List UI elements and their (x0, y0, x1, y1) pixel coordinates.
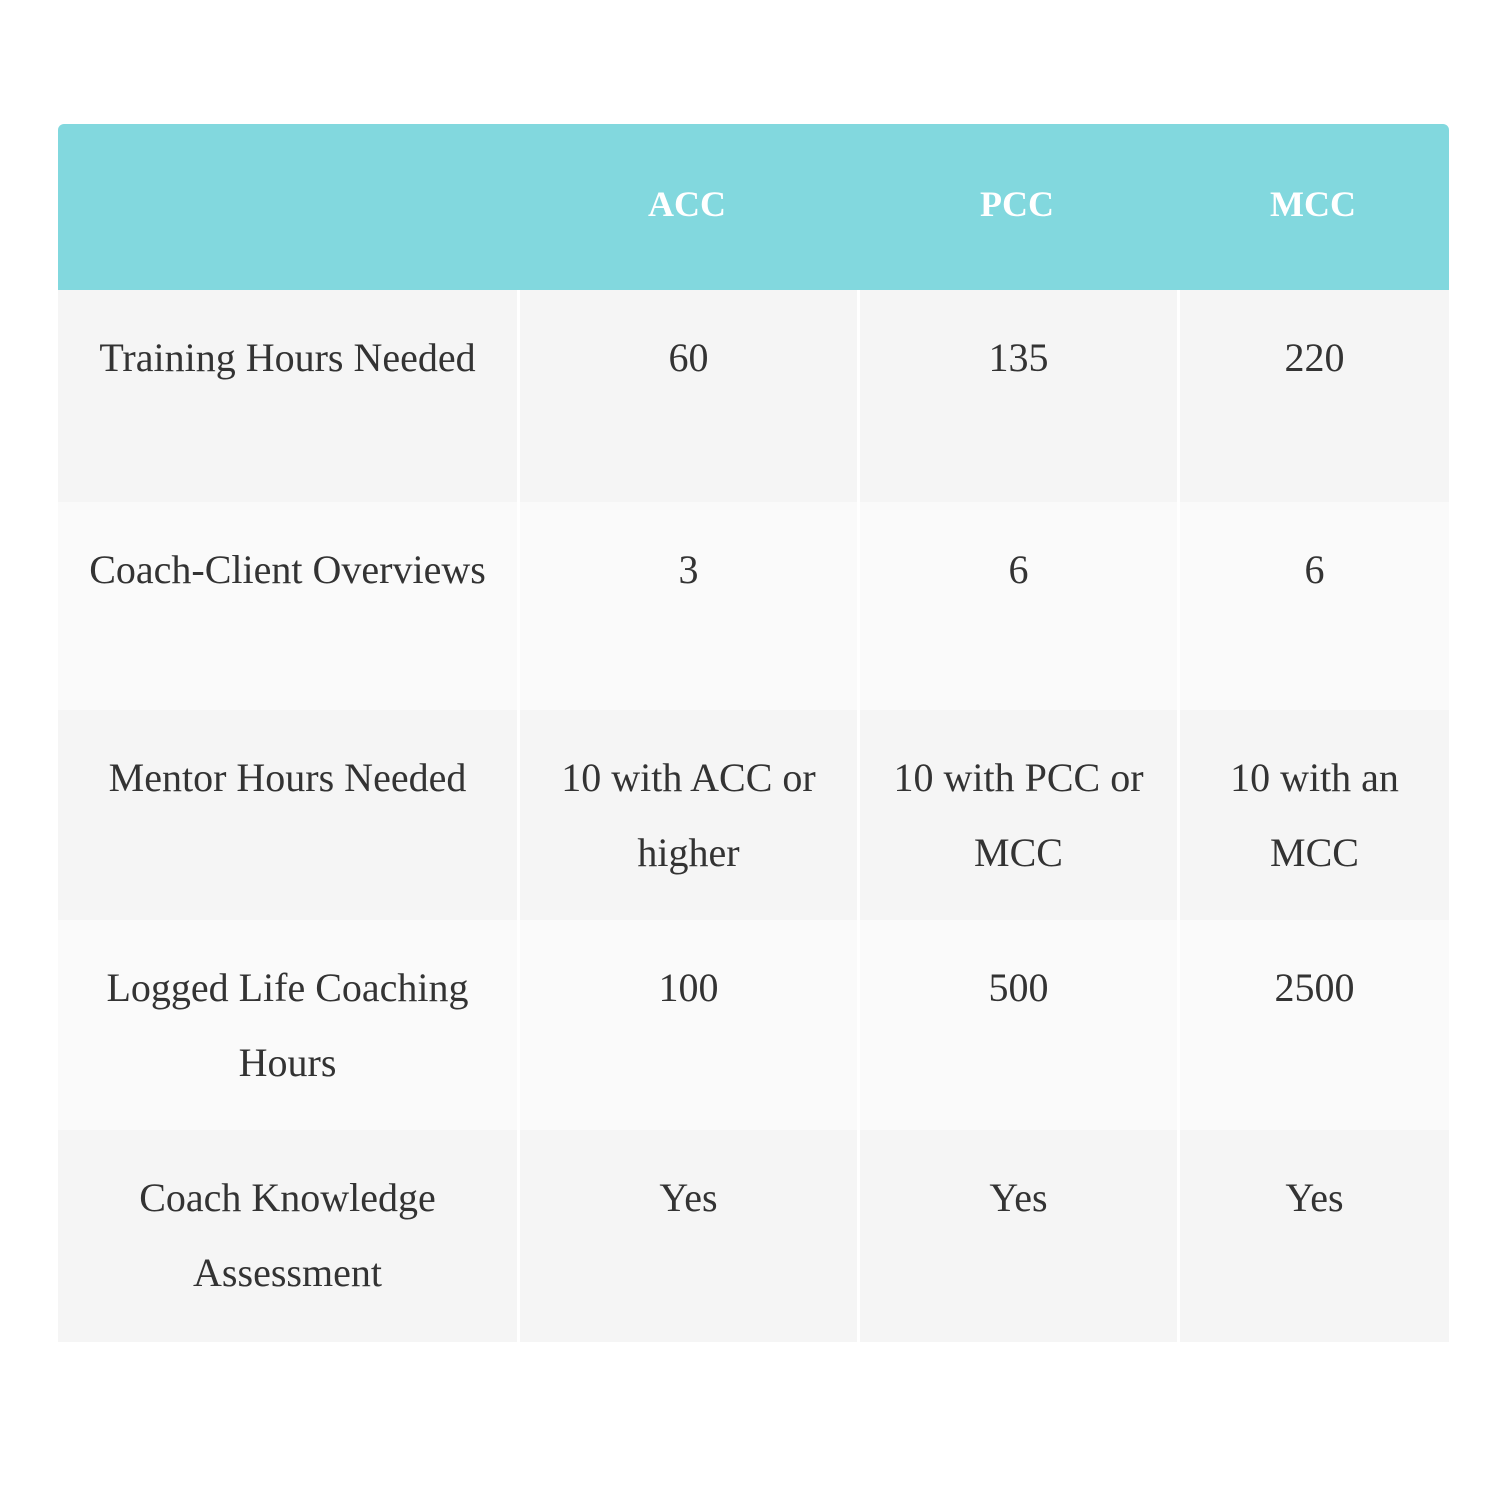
table-header-row (58, 124, 1449, 290)
cell-pcc: 6 (857, 502, 1177, 710)
cell-mcc: Yes (1177, 1130, 1449, 1342)
cell-mcc: 2500 (1177, 920, 1449, 1130)
row-label: Logged Life Coaching Hours (58, 920, 517, 1130)
cell-acc: 60 (517, 290, 857, 502)
cell-pcc: 10 with PCC or MCC (857, 710, 1177, 920)
cell-acc: 10 with ACC or higher (517, 710, 857, 920)
header-cell-pcc: PCC (980, 184, 1054, 224)
table-row-training-hours (58, 290, 1449, 502)
cell-pcc: 500 (857, 920, 1177, 1130)
cell-acc: 100 (517, 920, 857, 1130)
table-row-coach-client-overviews (58, 502, 1449, 710)
cell-mcc: 220 (1177, 290, 1449, 502)
row-label: Coach-Client Overviews (58, 502, 517, 710)
table-row-mentor-hours (58, 710, 1449, 920)
table-row-knowledge-assessment (58, 1130, 1449, 1342)
cell-mcc: 6 (1177, 502, 1449, 710)
header-cell-empty (58, 124, 517, 290)
cell-mcc: 10 with an MCC (1177, 710, 1449, 920)
row-label: Mentor Hours Needed (58, 710, 517, 920)
cell-acc: 3 (517, 502, 857, 710)
row-label: Training Hours Needed (58, 290, 517, 502)
header-cell-mcc: MCC (1270, 184, 1356, 224)
credential-comparison-table (58, 124, 1449, 1342)
table-row-logged-coaching-hours (58, 920, 1449, 1130)
cell-pcc: Yes (857, 1130, 1177, 1342)
row-label: Coach Knowledge Assessment (58, 1130, 517, 1342)
header-cell-acc: ACC (648, 184, 726, 224)
cell-acc: Yes (517, 1130, 857, 1342)
cell-pcc: 135 (857, 290, 1177, 502)
